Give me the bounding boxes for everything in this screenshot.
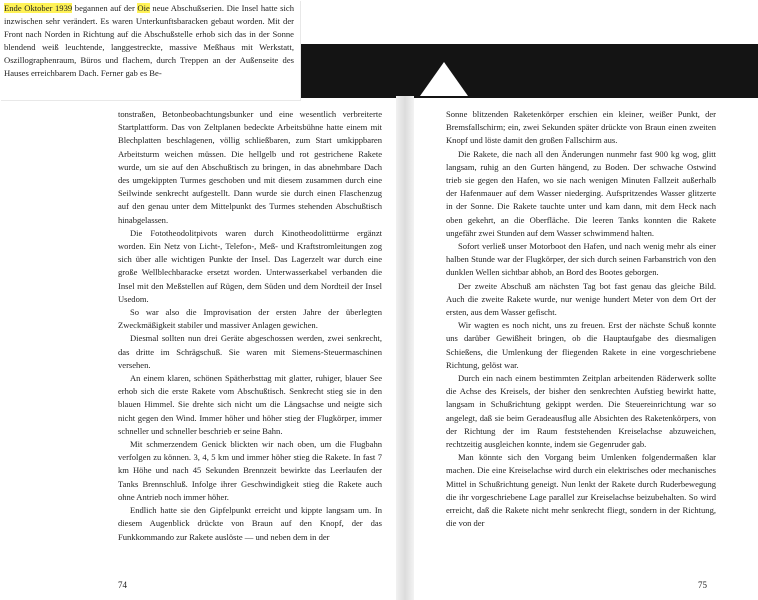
paragraph: So war also die Improvisation der ersten Jahre der überlegten Zweckmäßigkeit stabiler und massiver Anlagen gewichen. bbox=[118, 307, 382, 331]
paragraph: Diesmal sollten nun drei Geräte abgeschossen werden, zwei senkrecht, das dritte im Schrägschuß. Sie waren mit Siemens-Steuermaschinen versehen. bbox=[118, 333, 382, 370]
scan-dark-corner bbox=[300, 44, 330, 84]
paragraph: Durch ein nach einem bestimmten Zeitplan arbeitenden Räderwerk sollte die Achse des Kreisels, der bisher den senkrechten Aufstieg bewirkt hatte, langsam in Schußrichtung gekippt werden. Die Steuereinrichtung war so angelegt, daß sie beim Geradeausflug alle Absichten des Raketenkörpers, von der Richtung der im Raum feststehenden Kreiselachse abzuweichen, rechtzeitig ausgleichen konnte, indem sie Gegenruder gab. bbox=[446, 373, 716, 450]
highlighted-place: Oie bbox=[137, 3, 150, 13]
paragraph: Sofort verließ unser Motorboot den Hafen, und nach wenig mehr als einer halben Stunde war der Flugkörper, der sich durch seinen Farbanstrich von den dunklen Wellen sichtbar abhob, an Bord des Bootes geborgen. bbox=[446, 241, 716, 278]
paragraph: Der zweite Abschuß am nächsten Tag bot fast genau das gleiche Bild. Auch die zweite Rakete wurde, nur wenige hundert Meter von dem Ort der ersten, aus dem Wasser gefischt. bbox=[446, 280, 716, 318]
page-number-right: 75 bbox=[698, 580, 707, 590]
scan-dark-band bbox=[300, 44, 758, 98]
left-page-body bbox=[118, 108, 382, 544]
paragraph: Endlich hatte sie den Gipfelpunkt erreicht und kippte langsam um. In diesem Augenblick drückte von Braun auf den Knopf, der das Funkkommando zur Rakete auslöste — und neben dem in der bbox=[118, 505, 382, 542]
highlighted-date: Ende Oktober 1939 bbox=[4, 3, 73, 13]
paragraph: Man könnte sich den Vorgang beim Umlenken folgendermaßen klar machen. Die eine Kreiselachse wird durch ein elektrisches oder mechanisches Mittel in Schußrichtung geneigt. Nun lenkt der Rakete durch Ruderbewegung die ihr vorgeschriebene Lage parallel zur Kreiselachse beizubehalten. So wird erreicht, daß die Rakete nicht mehr senkrecht fliegt, sondern in der Richtung, die von der bbox=[446, 452, 716, 529]
page-number-left: 74 bbox=[118, 580, 127, 590]
paragraph: Wir wagten es noch nicht, uns zu freuen. Erst der nächste Schuß konnte uns darüber Gewißheit bringen, ob die Hauptaufgabe des diesmaligen Schießens, die Umlenkung der fliegenden Rakete in eine vorgeschriebene Richtung, gelöst war. bbox=[446, 320, 716, 370]
book-spine bbox=[396, 96, 414, 600]
clipping-text-rest: neue Abschußserien. Die Insel hatte sich inzwischen sehr verändert. Es waren Unterkunftsbaracken gebaut worden. Mit der Front nach Norden in Richtung auf die Abschußstelle erhob sich das in der Sonne blendend weiß leuchtende, langgestreckte, massive Meßhaus mit Werkstatt, Oszillographenraum, Büros und flachem, durch Treppen an der Außenseite des Hauses erreichbarem Dach. Ferner gab es Be- bbox=[4, 3, 294, 78]
paragraph: Die Fototheodolitpivots waren durch Kinotheodolittürme ergänzt worden. Ein Netz von Licht-, Telefon-, Meß- und Kraftstromleitungen zog sich über alle wichtigen Punkte der Insel. Das Lagerzelt war durch eine große Wellblechbaracke ersetzt worden. Unterwasserkabel verbanden die Insel mit den Meßstellen auf Rügen, dem Süden und dem Nordteil der Insel Usedom. bbox=[118, 227, 382, 304]
paragraph: Sonne blitzenden Raketenkörper erschien ein kleiner, weißer Punkt, der Bremsfallschirm; ein, zwei Sekunden später drückte von Braun einen zweiten Knopf und löste damit den großen Fallschirm aus. bbox=[446, 109, 716, 146]
right-page-body bbox=[446, 108, 716, 531]
scan-paper-notch bbox=[420, 62, 468, 96]
clipping-text-part: begannen auf der bbox=[72, 3, 138, 13]
clipping-text bbox=[4, 2, 294, 80]
paragraph: Die Rakete, die nach all den Änderungen nunmehr fast 900 kg wog, glitt langsam, ruhig an den Gurten hängend, zu Boden. Der schwache Ostwind trieb sie gegen den Hafen, wo sie nach wenigen Minuten Fallzeit außerhalb der Hafenmauer auf dem Wasser niederging. Aufspritzendes Wasser glitzerte in der Sonne. Die Rakete tauchte unter und kam dann, mit dem Heck nach oben gekehrt, an die Oberfläche. Die leeren Tanks konnten die Rakete ungefähr zwei Stunden auf dem Wasser schwimmend halten. bbox=[446, 148, 716, 238]
paragraph: tonstraßen, Betonbeobachtungsbunker und eine wesentlich verbreiterte Startplattform. Das von Zeltplanen bedeckte Arbeitsbühne hatte einem mit Blechplatten beschlagenen, völlig schließbaren, zum Start umkippbaren Arbeitsturm weichen müssen. Die hellgelb und rot gestrichene Rakete wurde, um sie auf den Abschußtisch zu bringen, in das abnehmbare Dach des umgekippten Turmes geschoben und mit diesem zusammen durch eine Seilwinde senkrecht aufgestellt. Dann wurde sie durch einen Flaschenzug auf den genau unter dem Mittelpunkt des Turmes stehenden Abschußtisch hinabgelassen. bbox=[118, 109, 382, 225]
paragraph: Mit schmerzendem Genick blickten wir nach oben, um die Flugbahn verfolgen zu können. 3, 4, 5 km und immer höher stieg die Rakete. In fast 7 km Höhe und nach 45 Sekunden Brennzeit bewirkte das Leerlaufen der Tanks Brennschluß. Infolge ihrer Geschwindigkeit stieg die Rakete auch ohne Antrieb noch immer höher. bbox=[118, 439, 382, 502]
pasted-clipping bbox=[0, 0, 300, 100]
paragraph: An einem klaren, schönen Spätherbsttag mit glatter, ruhiger, blauer See erhob sich die erste Rakete vom Abschußtisch. Senkrecht stieg sie in den blauen Himmel. Sie drehte sich nicht um die Längsachse und neigte sich nicht gegen den Wind. Immer höher und höher stieg der Flugkörper, immer schneller und schneller beschrieb er seine Bahn. bbox=[118, 373, 382, 436]
